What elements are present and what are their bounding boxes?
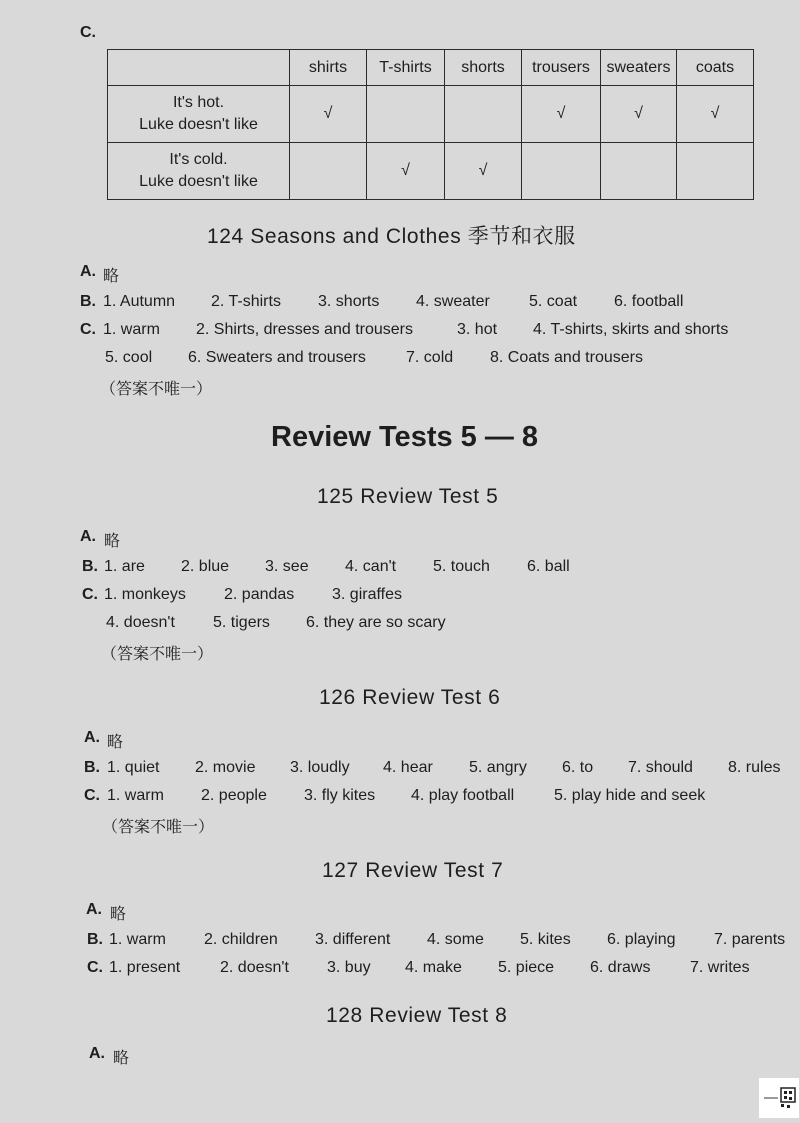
answer-item: 7. should xyxy=(628,759,693,776)
answer-item: 3. shorts xyxy=(318,293,380,310)
answer-item: 1. Autumn xyxy=(103,293,176,310)
answer-item: 3. buy xyxy=(327,959,371,976)
part-c-label: C. xyxy=(80,24,96,41)
answer-item: 2. people xyxy=(201,787,267,804)
answer-item: 3. giraffes xyxy=(332,586,402,603)
answer-item: 2. movie xyxy=(195,759,256,776)
check-cell xyxy=(601,143,677,200)
check-cell xyxy=(522,143,601,200)
answer-item: 5. angry xyxy=(469,759,527,776)
check-cell: √ xyxy=(290,86,367,143)
check-cell xyxy=(677,143,754,200)
part-a-answer: 略 xyxy=(103,268,120,285)
row-label xyxy=(108,143,290,200)
answer-item: 1. quiet xyxy=(107,759,160,776)
note: （答案不唯一） xyxy=(101,646,214,663)
part-b-label: B. xyxy=(87,931,103,948)
answer-item: 3. hot xyxy=(457,321,498,338)
part-c-label: C. xyxy=(80,321,96,338)
row-label-line1: It's hot. xyxy=(172,94,225,111)
answer-item: 5. kites xyxy=(520,931,571,948)
answer-item: 7. writes xyxy=(690,959,750,976)
check-cell: √ xyxy=(601,86,677,143)
row-label-line2: Luke doesn't like xyxy=(139,173,258,190)
answer-item: 6. football xyxy=(614,293,684,310)
answer-item: 2. doesn't xyxy=(220,959,289,976)
row-label-line1: It's cold. xyxy=(169,151,228,168)
answer-item: 8. rules xyxy=(728,759,781,776)
answer-item: 8. Coats and trousers xyxy=(490,349,643,366)
section-124-title: 124 Seasons and Clothes 季节和衣服 xyxy=(207,225,576,248)
answer-item: 1. warm xyxy=(103,321,160,338)
part-a-label: A. xyxy=(84,729,100,746)
answer-item: 2. pandas xyxy=(224,586,295,603)
part-c-label: C. xyxy=(82,586,98,603)
check-cell: √ xyxy=(367,143,445,200)
answer-item: 4. make xyxy=(405,959,462,976)
part-c-label: C. xyxy=(84,787,100,804)
table-header-cell: coats xyxy=(677,50,754,86)
answer-item: 5. touch xyxy=(433,558,490,575)
part-a-answer: 略 xyxy=(107,734,124,751)
section-127-title: 127 Review Test 7 xyxy=(322,859,504,882)
answer-item: 5. play hide and seek xyxy=(554,787,706,804)
check-cell: √ xyxy=(445,143,522,200)
answer-item: 3. loudly xyxy=(290,759,350,776)
part-a-answer: 略 xyxy=(104,533,121,550)
part-a-answer: 略 xyxy=(113,1050,130,1067)
part-a-label: A. xyxy=(80,528,96,545)
part-a-label: A. xyxy=(89,1045,105,1062)
check-cell: √ xyxy=(677,86,754,143)
answer-item: 1. warm xyxy=(107,787,164,804)
answer-item: 6. playing xyxy=(607,931,676,948)
answer-item: 1. present xyxy=(109,959,181,976)
answer-item: 6. Sweaters and trousers xyxy=(188,349,366,366)
part-b-label: B. xyxy=(80,293,96,310)
answer-item: 3. fly kites xyxy=(304,787,376,804)
note: （答案不唯一） xyxy=(100,381,213,398)
answer-item: 4. doesn't xyxy=(106,614,175,631)
answer-item: 3. see xyxy=(265,558,309,575)
part-a-label: A. xyxy=(80,263,96,280)
check-cell xyxy=(367,86,445,143)
answer-item: 5. cool xyxy=(105,349,153,366)
section-126-title: 126 Review Test 6 xyxy=(319,686,501,709)
answer-item: 5. coat xyxy=(529,293,578,310)
part-c-label: C. xyxy=(87,959,103,976)
section-128-title: 128 Review Test 8 xyxy=(326,1004,508,1027)
table-header-row xyxy=(108,50,754,86)
answer-item: 6. ball xyxy=(527,558,570,575)
table-row xyxy=(108,86,754,143)
answer-item: 4. play football xyxy=(411,787,515,804)
table-header-cell: shirts xyxy=(290,50,367,86)
part-b-label: B. xyxy=(82,558,98,575)
table-header-cell: T-shirts xyxy=(367,50,445,86)
check-cell xyxy=(445,86,522,143)
part-b-label: B. xyxy=(84,759,100,776)
answer-item: 6. to xyxy=(562,759,594,776)
answer-item: 4. sweater xyxy=(416,293,490,310)
answer-item: 6. they are so scary xyxy=(306,614,446,631)
answer-item: 3. different xyxy=(315,931,391,948)
row-label xyxy=(108,86,290,143)
answer-item: 2. children xyxy=(204,931,278,948)
answer-item: 4. can't xyxy=(345,558,397,575)
section-125-title: 125 Review Test 5 xyxy=(317,485,499,508)
answer-item: 4. hear xyxy=(383,759,433,776)
answer-item: 1. are xyxy=(104,558,145,575)
answer-item: 7. parents xyxy=(714,931,786,948)
answer-item: 5. piece xyxy=(498,959,555,976)
check-cell xyxy=(290,143,367,200)
answer-item: 4. T-shirts, skirts and shorts xyxy=(533,321,729,338)
note: （答案不唯一） xyxy=(102,819,215,836)
part-a-answer: 略 xyxy=(110,906,127,923)
table-row xyxy=(108,143,754,200)
table-header-cell: trousers xyxy=(522,50,601,86)
answer-item: 2. Shirts, dresses and trousers xyxy=(196,321,413,338)
answer-item: 4. some xyxy=(427,931,484,948)
check-cell: √ xyxy=(522,86,601,143)
answer-item: 1. warm xyxy=(109,931,166,948)
review-heading: Review Tests 5 — 8 xyxy=(271,421,539,453)
clothes-table xyxy=(107,49,754,200)
answer-item: 7. cold xyxy=(406,349,454,366)
table-header-cell: shorts xyxy=(445,50,522,86)
table-header-cell: sweaters xyxy=(601,50,677,86)
answer-item: 6. draws xyxy=(590,959,651,976)
part-a-label: A. xyxy=(86,901,102,918)
answer-item: 5. tigers xyxy=(213,614,270,631)
answer-item: 1. monkeys xyxy=(104,586,186,603)
answer-item: 2. blue xyxy=(181,558,230,575)
qr-code-icon xyxy=(759,1078,799,1118)
table-header-cell xyxy=(108,50,290,86)
answer-item: 2. T-shirts xyxy=(211,293,281,310)
row-label-line2: Luke doesn't like xyxy=(139,116,258,133)
